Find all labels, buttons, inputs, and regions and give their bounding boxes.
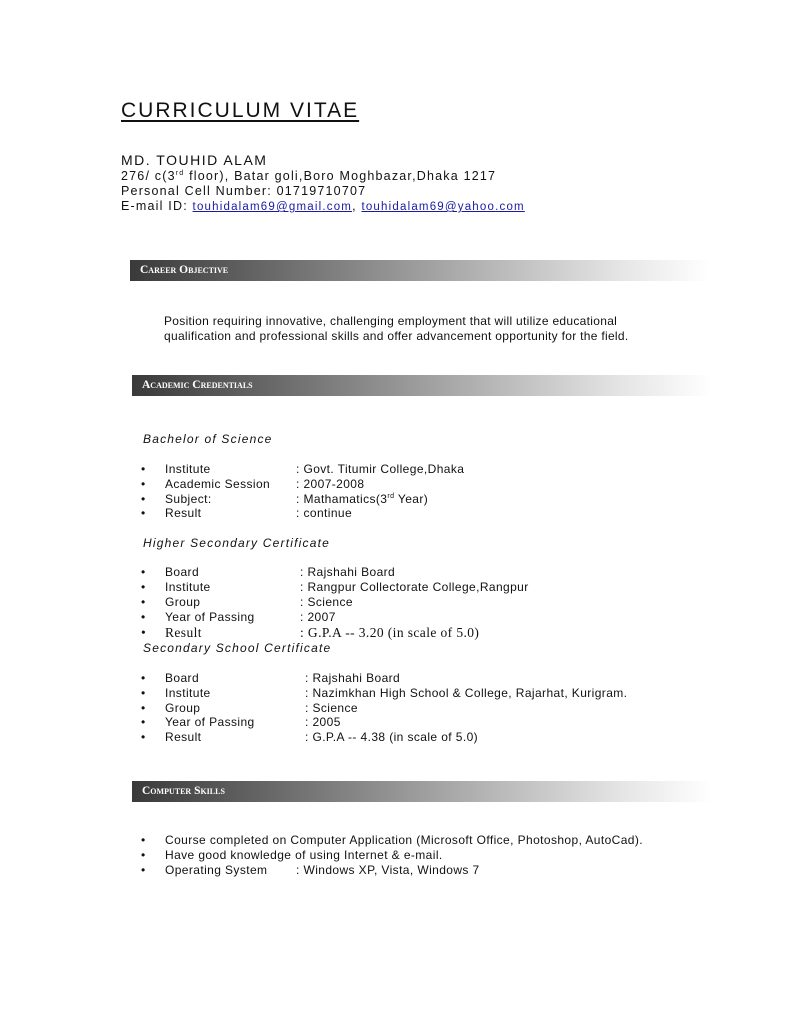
list-item: • Group : Science <box>141 701 358 715</box>
list-item: • Institute : Nazimkhan High School & College, Rajarhat, Kurigram. <box>141 686 628 700</box>
list-item: • Academic Session : 2007-2008 <box>141 477 365 491</box>
degree-title-hsc: Higher Secondary Certificate <box>143 536 331 550</box>
list-item: • Group : Science <box>141 595 353 609</box>
list-item: • Have good knowledge of using Internet & e-mail. <box>141 848 443 862</box>
list-item: • Year of Passing : 2007 <box>141 610 336 624</box>
list-item: • Course completed on Computer Application (Microsoft Office, Photoshop, AutoCad). <box>141 833 644 847</box>
applicant-name: MD. TOUHID ALAM <box>121 152 268 168</box>
list-item: • Result : continue <box>141 506 353 520</box>
list-item: • Year of Passing : 2005 <box>141 715 341 729</box>
email-link-gmail[interactable]: touhidalam69@gmail.com <box>192 201 353 213</box>
address-line: 276/ c(3rd floor), Batar goli,Boro Moghbazar,Dhaka 1217 <box>121 169 497 183</box>
list-item: • Subject: : Mathamatics(3rd Year) <box>141 492 429 506</box>
email-line: E-mail ID: touhidalam69@gmail.com, touhidalam69@yahoo.com <box>121 199 525 213</box>
list-item: • Institute : Govt. Titumir College,Dhaka <box>141 462 465 476</box>
email-link-yahoo[interactable]: touhidalam69@yahoo.com <box>361 201 525 213</box>
list-item: • Result : G.P.A -- 3.20 (in scale of 5.0) <box>141 625 480 640</box>
degree-title-bsc: Bachelor of Science <box>143 432 273 446</box>
list-item: • Board : Rajshahi Board <box>141 671 401 685</box>
list-item: • Operating System : Windows XP, Vista, Windows 7 <box>141 863 480 877</box>
list-item: • Result : G.P.A -- 4.38 (in scale of 5.0) <box>141 730 479 744</box>
section-heading-academic-credentials: Academic Credentials <box>132 375 712 396</box>
degree-title-ssc: Secondary School Certificate <box>143 641 332 655</box>
list-item: • Board : Rajshahi Board <box>141 565 396 579</box>
career-objective-text: Position requiring innovative, challenging employment that will utilize educational qualification and professional skills and offer advancement opportunity for the field. <box>164 314 629 343</box>
phone-line: Personal Cell Number: 01719710707 <box>121 184 367 198</box>
section-heading-computer-skills: Computer Skills <box>132 781 712 802</box>
document-title: CURRICULUM VITAE <box>121 99 360 122</box>
section-heading-career-objective: Career Objective <box>130 260 710 281</box>
list-item: • Institute : Rangpur Collectorate College,Rangpur <box>141 580 529 594</box>
